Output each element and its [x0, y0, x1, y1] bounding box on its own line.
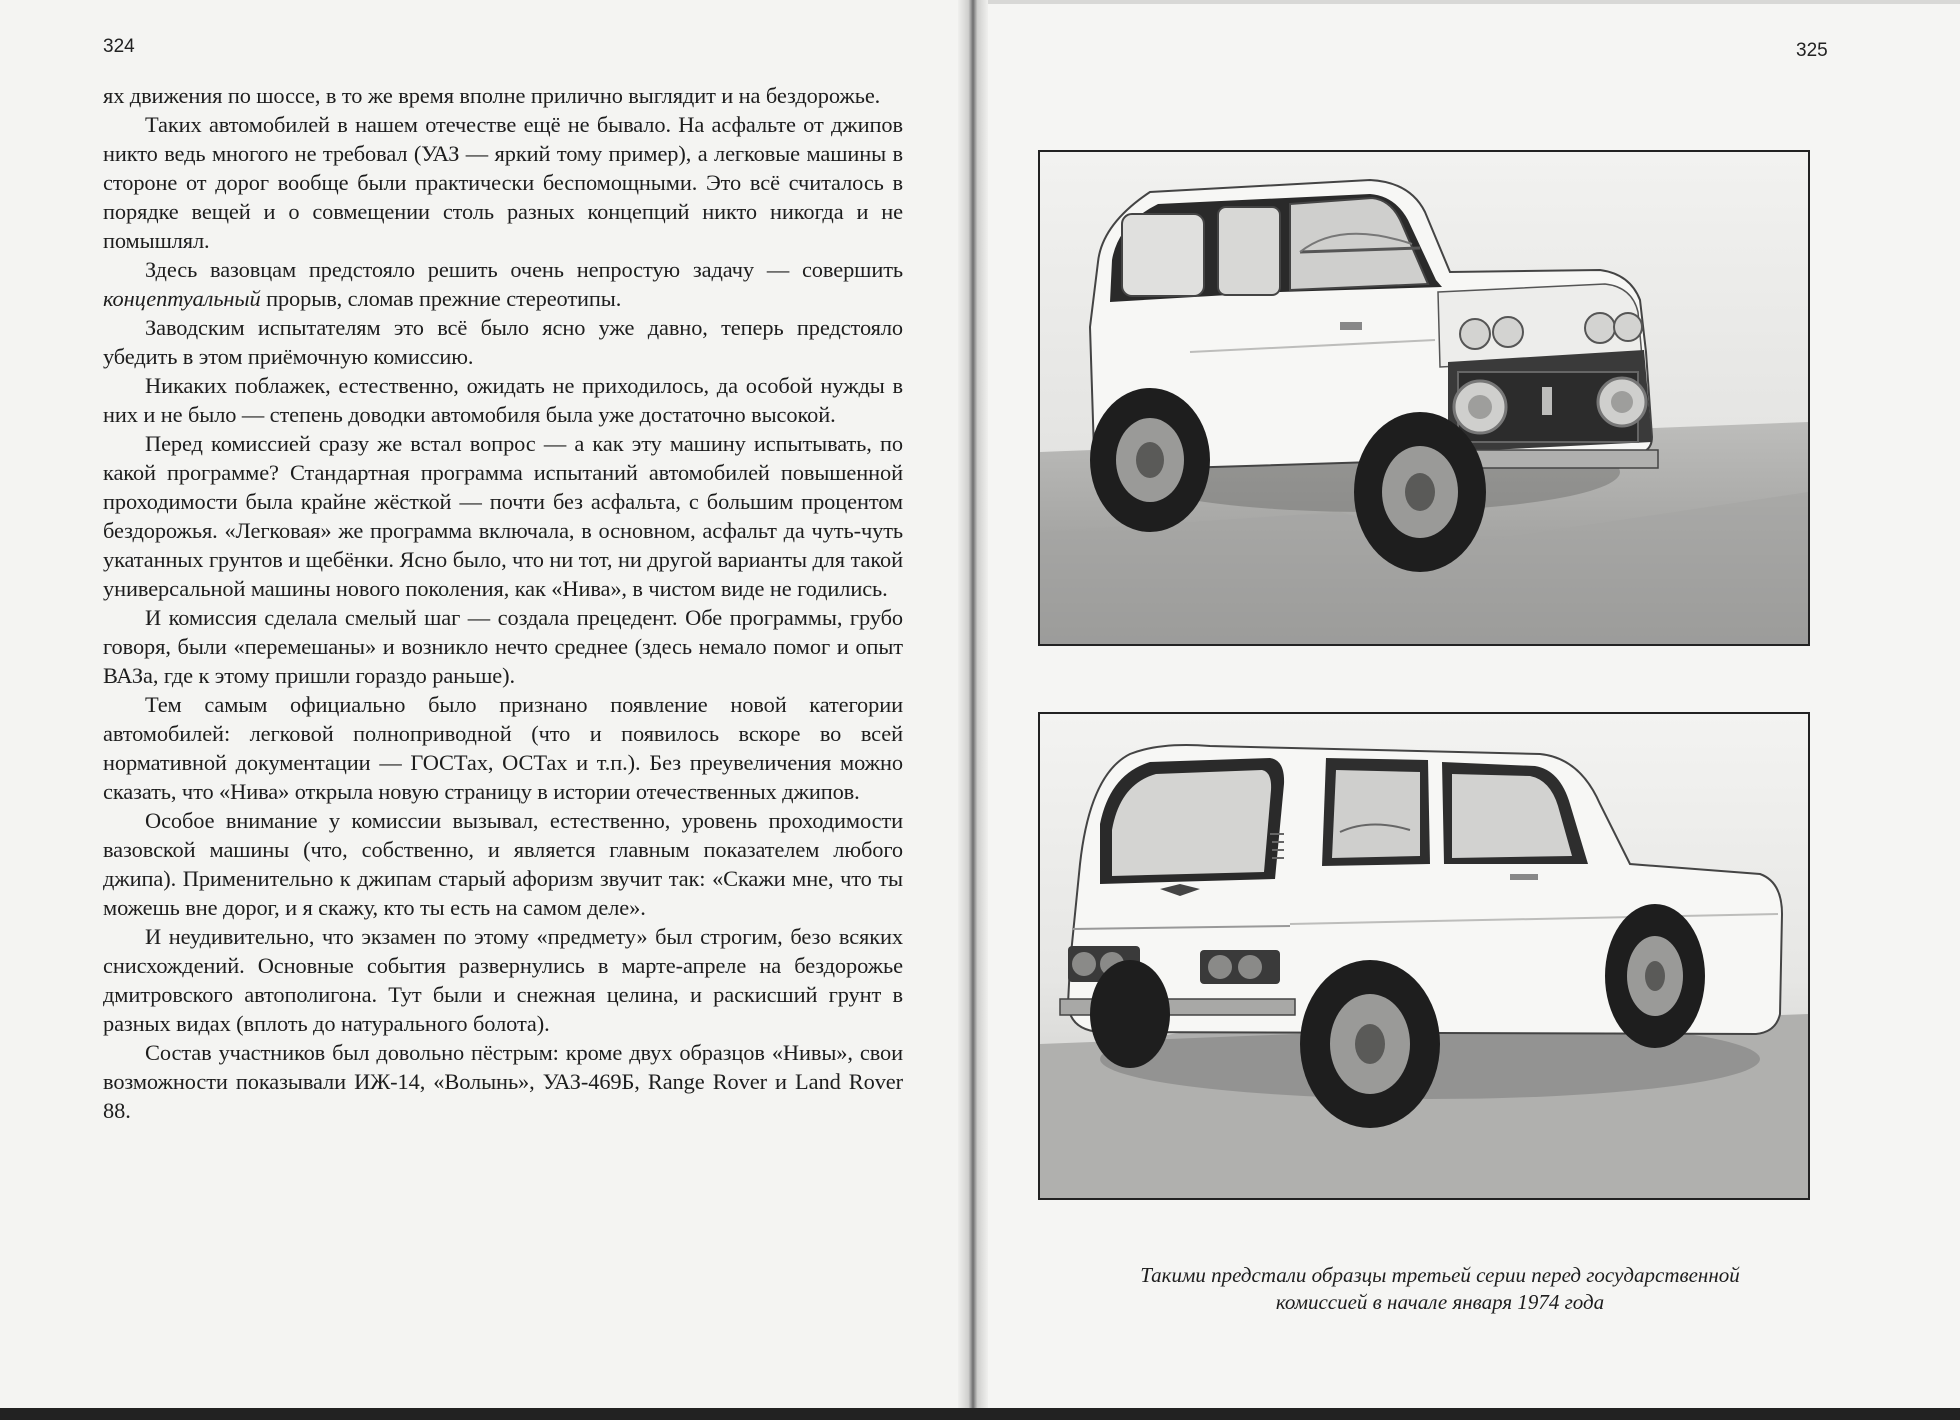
photo-caption [1090, 1262, 1790, 1316]
car-rear-illustration [1040, 714, 1808, 1198]
caption-line-1: Такими предстали образцы третьей серии перед государственной [1140, 1263, 1740, 1287]
paragraph-2: Таких автомобилей в нашем отечестве ещё не бывало. На асфальте от джипов никто ведь многого не требовал (УАЗ — яркий тому пример), а легковые машины в стороне от дорог вообще были практически беспомощными. Это всё считалось в порядке вещей и о совмещении столь разных концепций никто никогда и не помышлял. [103, 112, 903, 253]
paragraph-3 [103, 255, 903, 313]
paragraph-7: И комиссия сделала смелый шаг — создала прецедент. Обе программы, грубо говоря, были «перемешаны» и возникло нечто среднее (здесь немало помог и опыт ВАЗа, где к этому пришли гораздо раньше). [103, 605, 903, 688]
book-gutter [958, 0, 988, 1420]
paragraph-5: Никаких поблажек, естественно, ожидать не приходилось, да особой нужды в них и не было — степень доводки автомобиля была уже достаточно высокой. [103, 373, 903, 427]
car-photo-rear [1038, 712, 1810, 1200]
left-page-body-text [103, 81, 903, 1125]
paragraph-9: Особое внимание у комиссии вызывал, естественно, уровень проходимости вазовской машины (что, собственно, и является главным показателем любого джипа). Применительно к джипам старый афоризм звучит так: «Скажи мне, что ты можешь вне дорог, и я скажу, кто ты есть на самом деле». [103, 808, 903, 920]
car-photo-front [1038, 150, 1810, 646]
paragraph-8: Тем самым официально было признано появление новой категории автомобилей: легковой полноприводной (что и появилось вскоре во всей нормативной документации — ГОСТах, ОСТах и т.п.). Без преувеличения можно сказать, что «Нива» открыла новую страницу в истории отечественных джипов. [103, 692, 903, 804]
paragraph-1: ях движения по шоссе, в то же время вполне прилично выглядит и на бездорожье. [103, 83, 881, 108]
paragraph-4: Заводским испытателям это всё было ясно уже давно, теперь предстояло убедить в этом приёмочную комиссию. [103, 315, 903, 369]
paragraph-11: Состав участников был довольно пёстрым: кроме двух образцов «Нивы», свои возможности показывали ИЖ-14, «Волынь», УАЗ-469Б, Range Rover и Land Rover 88. [103, 1040, 903, 1123]
car-front-illustration [1040, 152, 1808, 644]
paragraph-3-end: прорыв, сломав прежние стереотипы. [260, 286, 622, 311]
left-page-number: 324 [103, 36, 135, 57]
page-top-edge [978, 0, 1960, 4]
right-page-number: 325 [1796, 40, 1828, 61]
caption-line-2: комиссией в начале января 1974 года [1275, 1290, 1605, 1314]
paragraph-10: И неудивительно, что экзамен по этому «предмету» был строгим, безо всяких снисхождений. Основные события развернулись в марте-апреле на бездорожье дмитровского автополигона. Тут были и снежная целина, и раскисший грунт в разных видах (вплоть до натурального болота). [103, 924, 903, 1036]
paragraph-3-emphasis: концептуальный [103, 286, 261, 311]
paragraph-6: Перед комиссией сразу же встал вопрос — а как эту машину испытывать, по какой программе? Стандартная программа испытаний автомобилей повышенной проходимости была крайне жёсткой — почти без асфальта, с большим процентом бездорожья. «Легковая» же программа включала, в основном, асфальт да чуть-чуть укатанных грунтов и щебёнки. Ясно было, что ни тот, ни другой варианты для такой универсальной машины нового поколения, как «Нива», в чистом виде не годились. [103, 431, 903, 601]
scan-bottom-edge [0, 1408, 1960, 1420]
paragraph-3-start: Здесь вазовцам предстояло решить очень непростую задачу — совершить [145, 257, 903, 282]
